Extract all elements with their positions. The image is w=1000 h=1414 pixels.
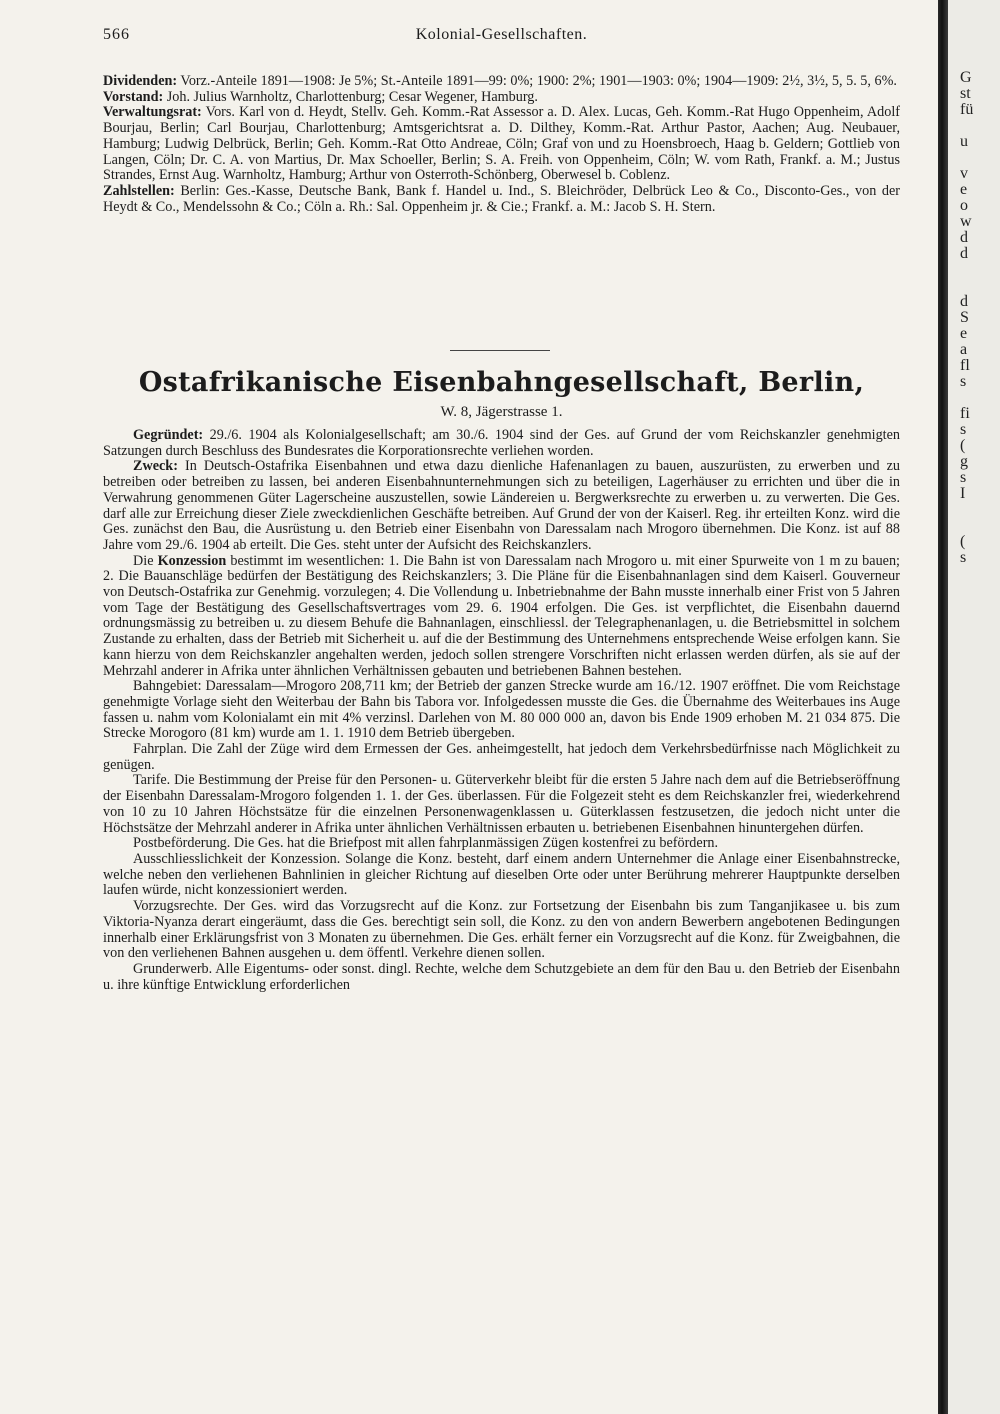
next-page-fragment: d (960, 229, 968, 246)
dividenden-label: Dividenden: (103, 73, 178, 89)
next-page-fragment: e (960, 325, 968, 342)
next-page-fragment: st (960, 85, 971, 102)
zahlstellen-paragraph (103, 184, 900, 215)
bahngebiet-paragraph: Bahngebiet: Daressalam—Mrogoro 208,711 km; der Betrieb der ganzen Strecke wurde am 16./12. 1907 eröffnet. Die vom Reichstage genehmigte Vorlage sieht den Weiterbau der Bahn bis Tabora vor. Infolgedessen musste die Ges. die Übernahme des Weiterbaues ins Auge fassen u. nahm vom Kolonialamt ein mit 4% verzinsl. Darlehen von M. 80 000 000 an, davon bis Ende 1909 erhoben M. 21 034 875. Die Strecke Morogoro (81 km) wurde am 1. 1. 1910 dem Betrieb übergeben. (103, 678, 900, 742)
next-page-fragment (960, 518, 1000, 534)
page-number: 566 (103, 26, 130, 43)
company-entry (103, 428, 900, 993)
next-page-fragment (960, 278, 1000, 294)
next-page-fragment: I (960, 485, 966, 502)
next-page-fragment: fi (960, 405, 970, 422)
next-page-fragment: o (960, 197, 968, 214)
zweck-text: In Deutsch-Ostafrika Eisenbahnen und etwa dazu dienliche Hafenanlagen zu bauen, auszurüsten, zu erwerben und zu betreiben oder betreiben zu lassen, bei anderen Eisenbahnunternehmungen sich zu beteiligen, Lagerhäuser zu errichten und über die in Verwahrung genommenen Güter Lagerscheine auszustellen, sowie Ländereien u. Bergwerksrechte zu erwerben u. zu verwerten. Die Ges. darf alle zur Erreichung dieser Ziele zweckdienlichen Geschäfte betreiben. Auf Grund der von der Kaiserl. Reg. ihr erteilten Konz. wird die Ges. zunächst den Bau, die Ausrüstung u. den Betrieb einer Eisenbahn von Daressalam nach Mrogoro übernehmen. Die Konz. ist auf 88 Jahre vom 29./6. 1904 ab erteilt. Die Ges. steht unter der Aufsicht des Reichskanzlers. (103, 458, 901, 553)
next-page-fragment: a (960, 341, 968, 358)
zweck-paragraph (103, 459, 900, 553)
tarife-paragraph: Tarife. Die Bestimmung der Preise für den Personen- u. Güterverkehr bleibt für die ersten 5 Jahre nach dem auf die Betriebseröffnung der Eisenbahn Daressalam-Mrogoro folgenden 1. 1. der Ges. überlassen. Für die Folgezeit steht es dem Reichskanzler frei, wiederkehrend von 10 zu 10 Jahren Höchstsätze für die einzelnen Personenwagenklassen u. Güterklassen festzusetzen, die jedoch nicht unter die Höchstsätze der Mehrzahl anderer in Afrika unter ähnlichen Verhältnissen erbauten u. betriebenen Eisenbahnen hinuntergehen dürfen. (103, 772, 900, 836)
vorzugsrechte-paragraph: Vorzugsrechte. Der Ges. wird das Vorzugsrecht auf die Konz. zur Fortsetzung der Eisenbahn bis zum Tanganjikasee u. bis zum Viktoria-Nyanza derart eingeräumt, dass die Ges. berechtigt sein soll, die Konz. zu den von andern Bewerbern angebotenen Bedingungen innerhalb einer Erklärungsfrist von 3 Monaten zu übernehmen. Die Ges. erhält ferner ein Vorzugsrecht auf die Konz. für Zweigbahnen, die von den verliehenen Bahnen ausgehen u. dem öffentl. Verkehre dienen sollen. (103, 898, 900, 962)
next-page-fragment (960, 118, 1000, 134)
running-head: Kolonial-Gesellschaften. (415, 26, 588, 43)
next-page-fragment: fl (960, 357, 970, 374)
vorstand-paragraph (103, 90, 900, 106)
verwaltungsrat-paragraph (103, 105, 900, 184)
next-page-fragment: e (960, 181, 968, 198)
next-page-fragment (960, 502, 1000, 518)
zahlstellen-text: Berlin: Ges.-Kasse, Deutsche Bank, Bank f. Handel u. Ind., S. Bleichröder, Delbrück Leo & Co., Disconto-Ges., von der Heydt & Co., Mendelssohn & Co.; Cöln a. Rh.: Sal. Oppenheim jr. & Cie.; Frankf. a. M.: Jacob S. H. Stern. (103, 182, 900, 215)
next-page-fragment: d (960, 245, 968, 262)
zweck-label: Zweck: (133, 458, 178, 475)
konzession-paragraph (103, 554, 900, 680)
next-page-fragment: w (960, 213, 972, 230)
gegruendet-text: 29./6. 1904 als Kolonialgesellschaft; am 30./6. 1904 sind der Ges. auf Grund der vom Reichskanzler genehmigten Satzungen durch Beschluss des Bundesrates die Korporationsrechte verliehen worden. (103, 427, 901, 459)
postbefoerderung-paragraph: Postbeförderung. Die Ges. hat die Briefpost mit allen fahrplanmässigen Zügen kostenfrei zu befördern. (133, 835, 719, 852)
dividenden-paragraph (103, 74, 900, 90)
vorstand-label: Vorstand: (103, 88, 164, 105)
grunderwerb-paragraph: Grunderwerb. Alle Eigentums- oder sonst. dingl. Rechte, welche dem Schutzgebiete an dem für den Bau u. den Betrieb der Eisenbahn u. ihre künftige Entwicklung erforderlichen (103, 960, 900, 993)
next-page-fragment (960, 390, 1000, 406)
next-page-fragment: ( (960, 533, 966, 550)
konzession-text: bestimmt im wesentlichen: 1. Die Bahn ist von Daressalam nach Mrogoro u. mit einer Spurweite von 1 m zu bauen; 2. Die Bauanschläge bedürfen der Bestätigung des Reichskanzlers; 3. Die Pläne für die Eisenbahnanlagen sind dem Kaiserl. Gouverneur von Deutsch-Ostafrika zur Genehmig. vorzulegen; 4. Die Vollendung u. Inbetriebnahme der Bahn musste innerhalb einer Frist von 5 Jahren vom Tage der Bestätigung des Gesellschaftsvertrages vom 29. 6. 1904 erfolgen. Die Ges. ist verpflichtet, die Eisenbahn dauernd ordnungsmässig zu betreiben u. zu diesem Behufe die Bahnanlagen, einschliessl. der Telegraphenanlagen, u. die Betriebsmittel in solchem Zustande zu erhalten, dass der Betrieb mit Sicherheit u. auf die der Bestimmung des Unternehmens entsprechende Weise erfolgen kann. Sie kann hierzu von dem Reichskanzler angehalten werden, jedoch sollen strengere Vorschriften nicht erlassen werden dürfen, als sie auf der Mehrzahl anderer in Afrika unter ähnlichen Verhältnissen gebauten und betriebenen Bahnen bestehen. (103, 552, 900, 679)
section-divider (450, 350, 550, 351)
next-page-fragment (960, 262, 1000, 278)
next-page-fragments (960, 70, 1000, 566)
next-page-fragment: s (960, 421, 967, 438)
fahrplan-paragraph: Fahrplan. Die Zahl der Züge wird dem Ermessen der Ges. anheimgestellt, hat jedoch dem Verkehrsbedürfnisse nach Möglichkeit zu genügen. (103, 741, 900, 773)
next-page-fragment: s (960, 549, 967, 566)
next-page-fragment: s (960, 373, 967, 390)
next-page-fragment: G (960, 69, 972, 86)
next-page-fragment: d (960, 293, 968, 310)
page-header (103, 26, 900, 48)
gegruendet-paragraph (103, 428, 900, 459)
company-title: Ostafrikanische Eisenbahngesellschaft, Berlin, (138, 367, 865, 398)
next-page-fragment: fü (960, 101, 974, 118)
konzession-pre: Die (133, 552, 154, 569)
next-page-fragment: s (960, 469, 967, 486)
next-page-fragment: g (960, 453, 968, 470)
next-page-fragment: S (960, 309, 969, 326)
gegruendet-label: Gegründet: (133, 427, 204, 443)
next-page-fragment: u (960, 133, 968, 150)
next-page-fragment: v (960, 165, 968, 182)
ausschliesslichkeit-paragraph: Ausschliesslichkeit der Konzession. Solange die Konz. besteht, darf einem andern Unternehmer die Anlage einer Eisenbahnstrecke, welche neben den verliehenen Bahnlinien in gleicher Richtung auf dieselben Orte oder unter Berührung mehrerer Hauptpunkte derselben laufen würde, nicht konzessioniert werden. (103, 850, 900, 899)
verwaltungsrat-text: Vors. Karl von d. Heydt, Stellv. Geh. Komm.-Rat Assessor a. D. Alex. Lucas, Geh. Komm.-Rat Hugo Oppenheim, Adolf Bourjau, Berlin; Carl Bourjau, Charlottenburg; Amtsgerichtsrat a. D. Dilthey, Komm.-Rat. Arthur Pastor, Aachen; Aug. Neubauer, Hamburg; Ludwig Delbrück, Berlin; Geh. Komm.-Rat Otto Andreae, Cöln; Graf von und zu Hoensbroech, Haag b. Geldern; Gottlieb von Langen, Cöln; Dr. C. A. von Martius, Dr. Max Schoeller, Berlin; S. A. Freih. von Oppenheim, Cöln; W. vom Rath, Frankf. a. M.; Justus Strandes, Ernst Aug. Warnholtz, Hamburg; Arthur von Osterroth-Schönberg, Oberwesel b. Coblenz. (103, 104, 900, 184)
verwaltungsrat-label: Verwaltungsrat: (103, 104, 202, 121)
konzession-label: Konzession (157, 552, 227, 569)
next-page-fragment: ( (960, 437, 966, 454)
vorstand-text: Joh. Julius Warnholtz, Charlottenburg; Cesar Wegener, Hamburg. (166, 88, 538, 105)
company-address: W. 8, Jägerstrasse 1. (440, 404, 563, 420)
page-gutter (938, 0, 948, 1414)
previous-entry (103, 74, 900, 215)
dividenden-text: Vorz.-Anteile 1891—1908: Je 5%; St.-Anteile 1891—99: 0%; 1900: 2%; 1901—1903: 0%; 1904—1909: 2½, 3½, 5, 5. 5, 6%. (180, 73, 897, 89)
next-page-fragment (960, 150, 1000, 166)
zahlstellen-label: Zahlstellen: (103, 182, 175, 199)
